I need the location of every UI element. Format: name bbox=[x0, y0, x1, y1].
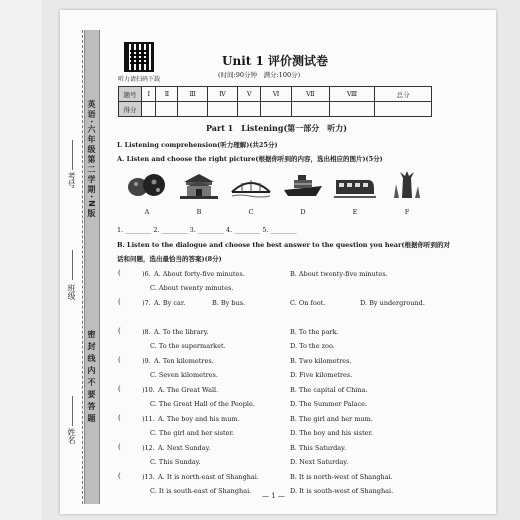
rocks-icon bbox=[126, 170, 168, 200]
option-c: C. The Great Hall of the People. bbox=[150, 400, 255, 408]
picture-label: A bbox=[144, 208, 150, 216]
score-table bbox=[118, 86, 432, 117]
qr-caption: 听力请扫码下载 bbox=[118, 76, 161, 83]
question-number: )9. bbox=[142, 357, 151, 365]
answer-bracket[interactable]: ( bbox=[118, 472, 121, 480]
option-a: A. The boy and his mum. bbox=[158, 415, 240, 423]
option-d: D. Next Saturday. bbox=[290, 458, 349, 466]
score-entry-cell[interactable] bbox=[329, 102, 375, 117]
name-label: 姓名 bbox=[67, 428, 76, 444]
option-d: D. The Summer Palace. bbox=[290, 400, 367, 408]
answer-bracket[interactable]: ( bbox=[118, 385, 121, 393]
answer-bracket[interactable]: ( bbox=[118, 356, 121, 364]
answer-bracket[interactable]: ( bbox=[118, 298, 121, 306]
score-entry-cell[interactable] bbox=[156, 102, 178, 117]
score-entry-cell[interactable] bbox=[261, 102, 292, 117]
option-c: C. About twenty minutes. bbox=[150, 284, 234, 292]
score-entry-cell[interactable] bbox=[238, 102, 261, 117]
option-b: B. About twenty-five minutes. bbox=[290, 270, 388, 278]
picture-label: C bbox=[248, 208, 254, 216]
score-table-cell: 总分 bbox=[375, 87, 432, 102]
page-title: Unit 1 评价测试卷 bbox=[222, 54, 328, 68]
option-a: A. The Great Wall. bbox=[158, 386, 219, 394]
page-number: — 1 — bbox=[262, 492, 285, 500]
option-c: C. On foot. bbox=[290, 299, 326, 307]
answer-bracket[interactable]: ( bbox=[118, 414, 121, 422]
option-b: B. The girl and her mum. bbox=[290, 415, 373, 423]
qr-code-icon bbox=[124, 42, 154, 72]
score-table-cell: 得分 bbox=[119, 102, 142, 117]
option-b: B. Two kilometres. bbox=[290, 357, 352, 365]
score-table-cell: Ⅳ bbox=[207, 87, 237, 102]
option-b: B. This Saturday. bbox=[290, 444, 347, 452]
answer-bracket[interactable]: ( bbox=[118, 443, 121, 451]
score-table-cell: Ⅶ bbox=[291, 87, 329, 102]
picture-label: E bbox=[352, 208, 358, 216]
score-table-cell: 题号 bbox=[119, 87, 142, 102]
option-c: C. This Sunday. bbox=[150, 458, 201, 466]
answer-bracket[interactable]: ( bbox=[118, 269, 121, 277]
picture-label: F bbox=[404, 208, 410, 216]
ship-icon bbox=[282, 170, 324, 200]
option-d: D. The boy and his sister. bbox=[290, 429, 373, 437]
score-table-cell: Ⅱ bbox=[156, 87, 178, 102]
option-d: D. To the zoo. bbox=[290, 342, 335, 350]
bridge-icon bbox=[230, 170, 272, 200]
option-b: B. It is north-west of Shanghai. bbox=[290, 473, 393, 481]
option-b: B. The capital of China. bbox=[290, 386, 368, 394]
section-b-instruction-cont: 话和问题，选出最恰当的答案)(8分) bbox=[117, 255, 222, 263]
question-number: )12. bbox=[142, 444, 155, 452]
exam-meta: (时间:90分钟 满分:100分) bbox=[218, 71, 301, 79]
option-b: B. To the park. bbox=[290, 328, 339, 336]
score-table-score-row bbox=[119, 102, 432, 117]
option-c: C. The girl and her sister. bbox=[150, 429, 234, 437]
tree-icon bbox=[386, 170, 428, 200]
option-d: D. Five kilometres. bbox=[290, 371, 353, 379]
score-table-header-row bbox=[119, 87, 432, 102]
score-entry-cell[interactable] bbox=[375, 102, 432, 117]
question-number: )8. bbox=[142, 328, 151, 336]
score-table-cell: Ⅲ bbox=[178, 87, 207, 102]
score-entry-cell[interactable] bbox=[178, 102, 207, 117]
answer-bracket[interactable]: ( bbox=[118, 327, 121, 335]
palace-icon bbox=[178, 170, 220, 200]
binding-margin bbox=[0, 0, 42, 520]
seal-line bbox=[82, 30, 83, 504]
option-a: A. It is north-east of Shanghai. bbox=[158, 473, 259, 481]
picture-label: B bbox=[196, 208, 202, 216]
score-table-cell: Ⅰ bbox=[142, 87, 156, 102]
section-a-instruction: A. Listen and choose the right picture(根据你听到的内容，选出相应的图片)(5分) bbox=[117, 155, 383, 163]
question-number: )11. bbox=[142, 415, 155, 423]
section-b-instruction: B. Listen to the dialogue and choose the best answer to the question you hear(根据你听到的对 bbox=[117, 241, 450, 249]
name-line bbox=[72, 396, 73, 426]
option-a: A. Ten kilometres. bbox=[154, 357, 214, 365]
score-table-cell: Ⅴ bbox=[238, 87, 261, 102]
option-d: D. By underground. bbox=[360, 299, 425, 307]
class-label: 班级 bbox=[67, 284, 76, 300]
score-table-cell: Ⅵ bbox=[261, 87, 292, 102]
exam-no-label: 考号 bbox=[67, 172, 76, 188]
train-icon bbox=[334, 170, 376, 200]
option-a: A. To the library. bbox=[154, 328, 209, 336]
question-number: )7. bbox=[142, 299, 151, 307]
question-number: )13. bbox=[142, 473, 155, 481]
option-c: C. Seven kilometres. bbox=[150, 371, 218, 379]
option-c: C. It is south-east of Shanghai. bbox=[150, 487, 252, 495]
option-d: D. It is south-west of Shanghai. bbox=[290, 487, 394, 495]
option-a: A. By car. bbox=[154, 299, 186, 307]
question-number: )6. bbox=[142, 270, 151, 278]
seal-warning-text: 密封线内不要答题 bbox=[87, 330, 96, 426]
option-a: A. Next Sunday. bbox=[158, 444, 211, 452]
class-line bbox=[72, 250, 73, 280]
option-b: B. By bus. bbox=[212, 299, 246, 307]
score-entry-cell[interactable] bbox=[207, 102, 237, 117]
option-a: A. About forty-five minutes. bbox=[154, 270, 245, 278]
answer-blanks[interactable]: 1. ________ 2. ________ 3. ________ 4. ________ 5. ________ bbox=[117, 226, 297, 234]
section-heading: Ⅰ. Listening comprehension(听力理解)(共25分) bbox=[117, 141, 278, 149]
question-number: )10. bbox=[142, 386, 155, 394]
exam-no-line bbox=[72, 140, 73, 170]
score-table-cell: Ⅷ bbox=[329, 87, 375, 102]
score-entry-cell[interactable] bbox=[291, 102, 329, 117]
option-c: C. To the supermarket. bbox=[150, 342, 226, 350]
score-entry-cell[interactable] bbox=[142, 102, 156, 117]
picture-label: D bbox=[300, 208, 306, 216]
part-heading: Part 1 Listening(第一部分 听力) bbox=[206, 123, 348, 133]
strip-course-text: 英语·六年级第二学期·N版 bbox=[87, 100, 96, 219]
